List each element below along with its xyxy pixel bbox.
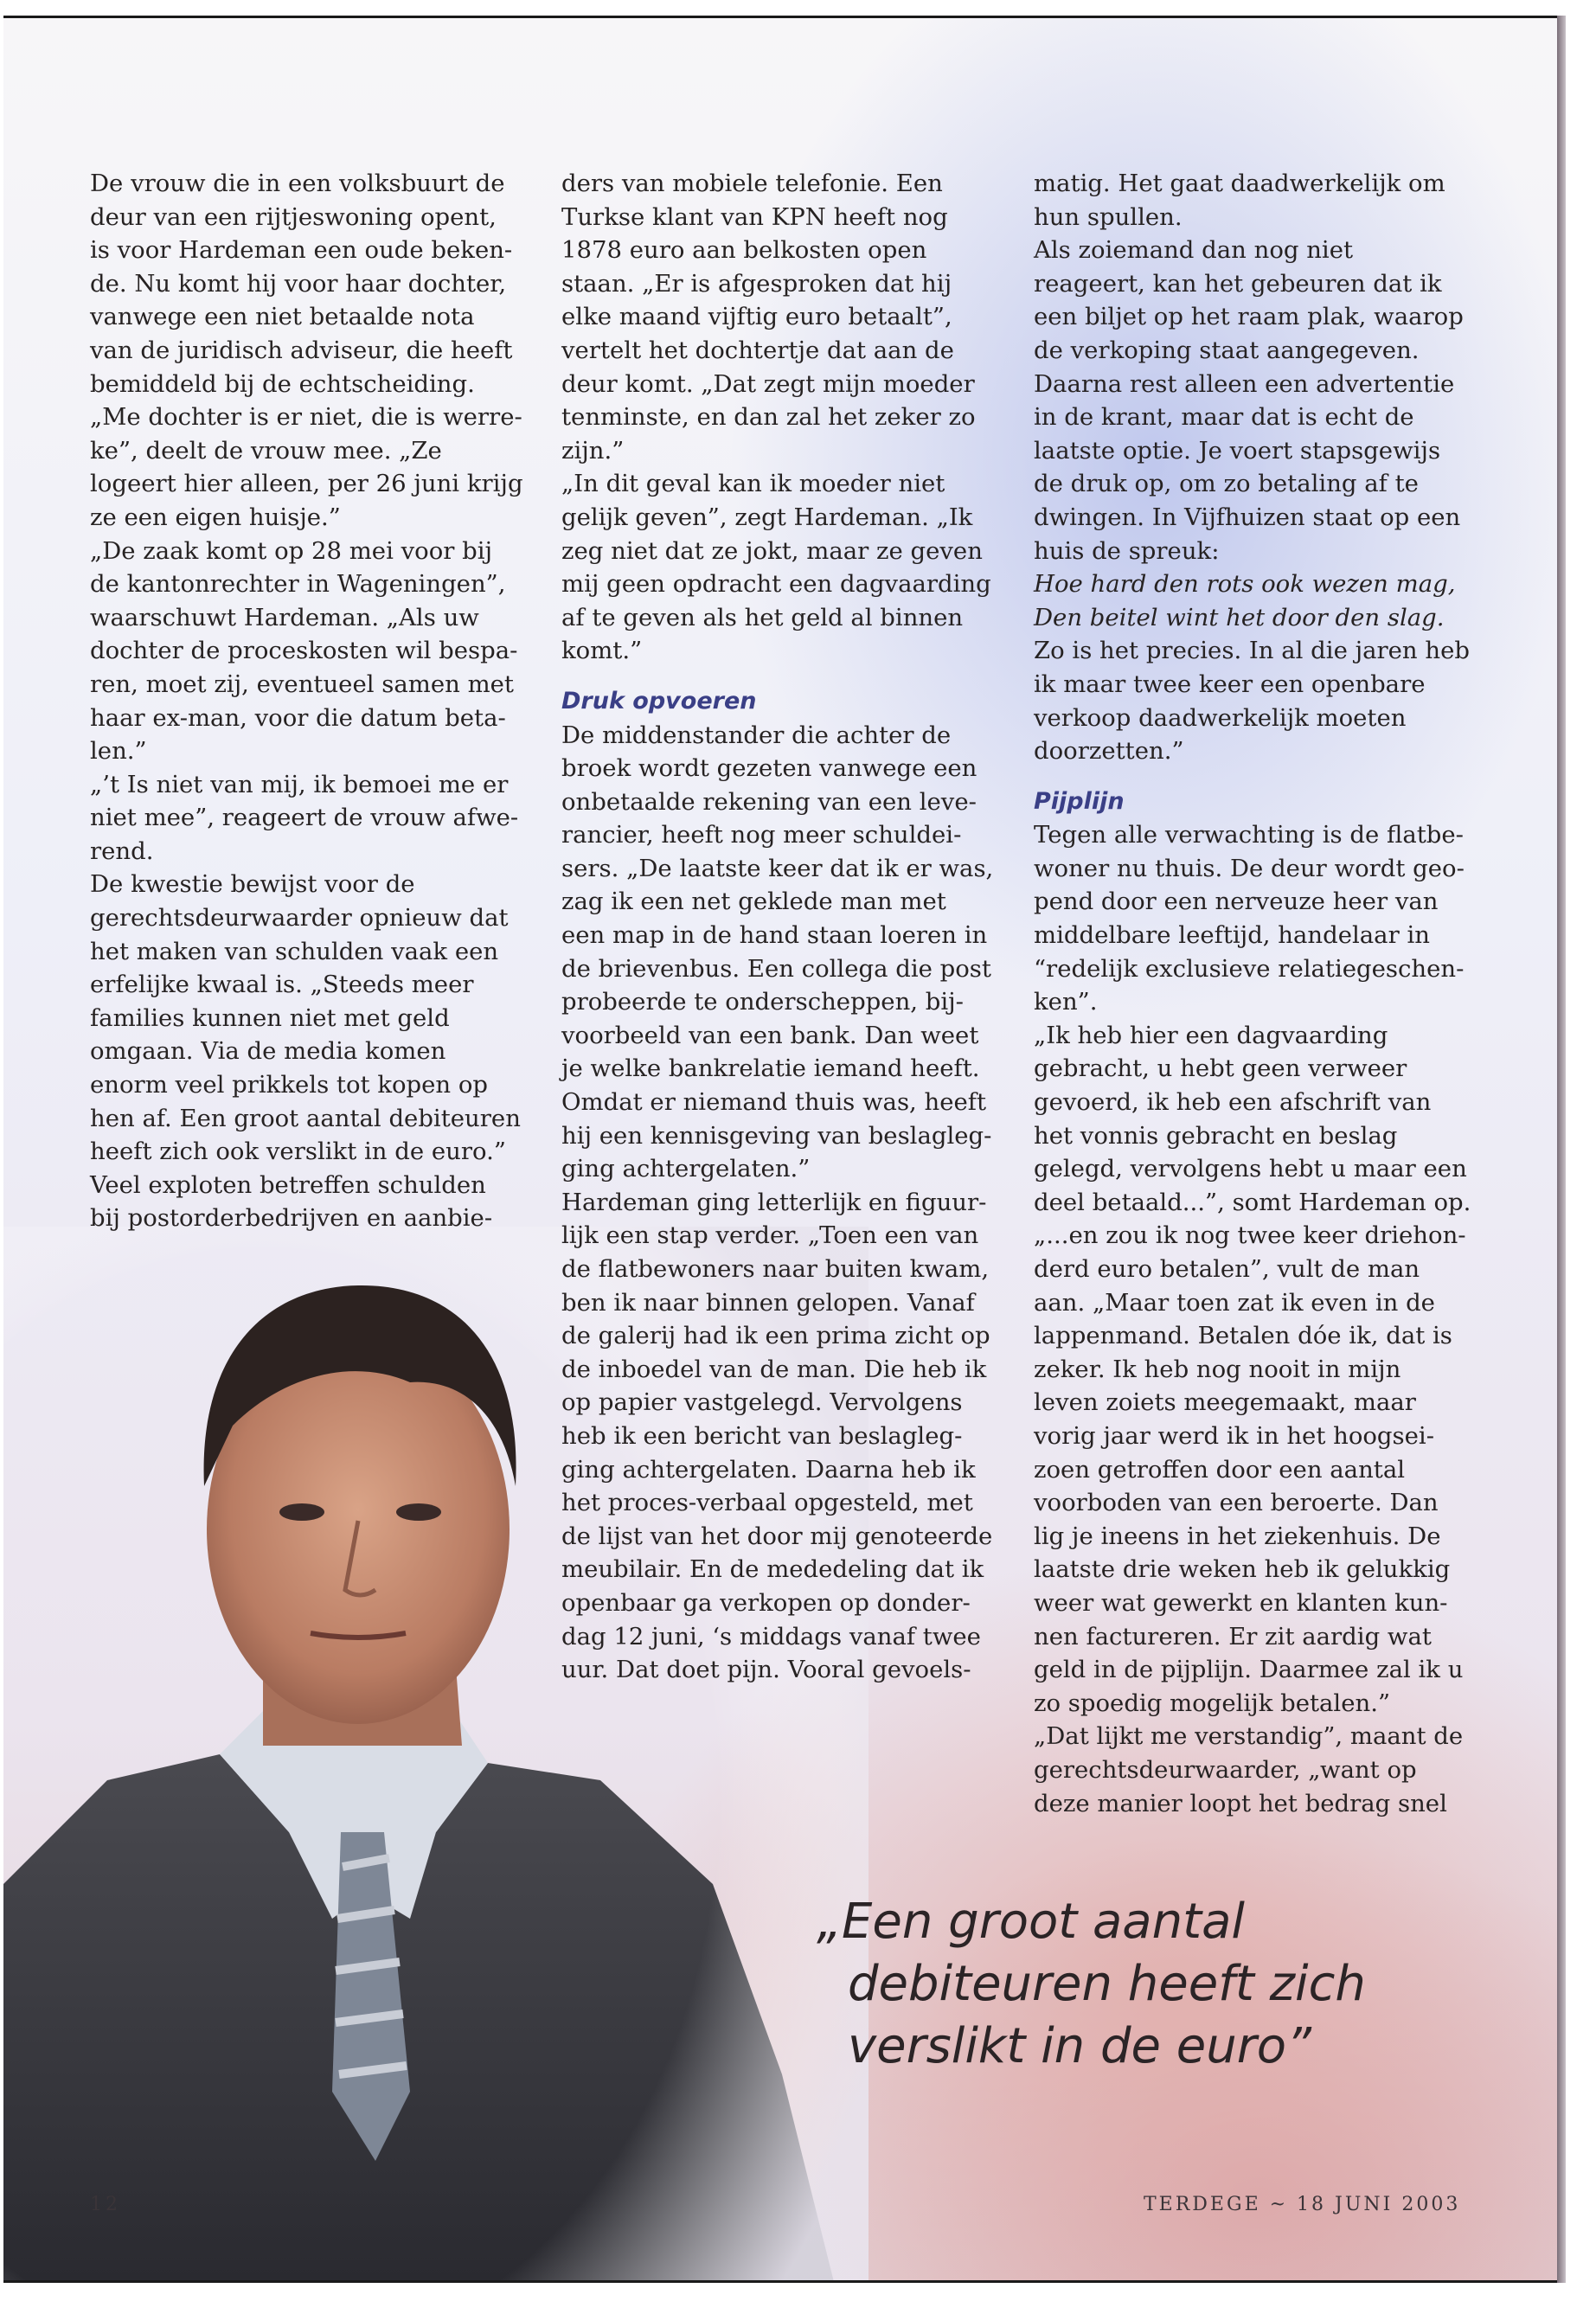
- pull-quote-line: debiteuren heeft zich: [848, 1956, 1366, 2012]
- paragraph: Hardeman ging letterlijk en figuur- lijk een stap verder. „Toen een van de flatbewoners naar buiten kwam, ben ik naar binnen gelopen. Vanaf de galerij had ik een prima zicht op de inboedel van de man. Die heb ik op papier vastgelegd. Vervolgens heb ik een bericht van beslagleg- ging achtergelaten. Daarna heb ik het proces-verbaal opgesteld, met de lijst van het door mij genoteerde meubilair. En de mededeling dat ik openbaar ga verkopen op donder- dag 12 juni, ‘s middags vanaf twee uur. Dat doet pijn. Vooral gevoels-: [561, 1188, 993, 1684]
- paragraph: „’t Is niet van mij, ik bemoei me er niet mee”, reageert de vrouw afwe- rend.: [90, 770, 519, 865]
- spreuk-quote: Hoe hard den rots ook wezen mag, Den beitel wint het door den slag.: [1034, 570, 1456, 631]
- paragraph: matig. Het gaat daadwerkelijk om hun spullen.: [1034, 170, 1445, 231]
- column-3: [1034, 167, 1471, 1820]
- paragraph: „...en zou ik nog twee keer driehon- derd euro betalen”, vult de man aan. „Maar toen zat ik even in de lappenmand. Betalen dóe ik, dat is zeker. Ik heb nog nooit in mijn leven zoiets meegemaakt, maar vorig jaar werd ik in het hoogsei- zoen getroffen door een aantal voorboden van een beroerte. Dan lig je ineens in het ziekenhuis. De laatste drie weken heb ik gelukkig weer wat gewerkt en klanten kun- nen factureren. Er zit aardig wat geld in de pijplijn. Daarmee zal ik u zo spoedig mogelijk betalen.”: [1034, 1221, 1466, 1717]
- paragraph: De kwestie bewijst voor de gerechtsdeurwaarder opnieuw dat het maken van schulden vaak een erfelijke kwaal is. „Steeds meer families kunnen niet met geld omgaan. Via de media komen enorm veel prikkels tot kopen op hen af. Een groot aantal debiteuren heeft zich ook verslikt in de euro.” Veel exploten betreffen schulden bij postorderbedrijven en aanbie-: [90, 870, 521, 1233]
- magazine-page: [3, 16, 1559, 2282]
- paragraph: De vrouw die in een volksbuurt de deur van een rijtjeswoning opent, is voor Hardeman een oude beken- de. Nu komt hij voor haar dochter, vanwege een niet betaalde nota van de juridisch adviseur, die heeft bemiddeld bij de echtscheiding.: [90, 170, 513, 398]
- paragraph: Als zoiemand dan nog niet reageert, kan het gebeuren dat ik een biljet op het raam plak, waarop de verkoping staat aangegeven. Daarna rest alleen een advertentie in de krant, maar dat is echt de laatste optie. Je voert stapsgewijs de druk op, om zo betaling af te dwingen. In Vijfhuizen staat op een huis de spreuk:: [1034, 236, 1464, 565]
- pull-quote-line: verslikt in de euro”: [848, 2018, 1311, 2074]
- paragraph: „De zaak komt op 28 mei voor bij de kantonrechter in Wageningen”, waarschuwt Hardeman. „Als uw dochter de proceskosten wil bespa- ren, moet zij, eventueel samen met haar ex-man, voor die datum beta- len.”: [90, 536, 518, 766]
- bottom-border: [3, 2280, 1559, 2283]
- page-edge-shadow: [1557, 16, 1566, 2283]
- paragraph: Tegen alle verwachting is de flatbe- woner nu thuis. De deur wordt geo- pend door een nerveuze heer van middelbare leeftijd, handelaar in “redelijk exclusieve relatiegeschen- ken”.: [1034, 821, 1465, 1016]
- paragraph: Zo is het precies. In al die jaren heb ik maar twee keer een openbare verkoop daadwerkelijk moeten doorzetten.”: [1034, 637, 1470, 766]
- column-2: [561, 167, 993, 1687]
- paragraph: „Ik heb hier een dagvaarding gebracht, u hebt geen verweer gevoerd, ik heb een afschrift van het vonnis gebracht en beslag gelegd, vervolgens hebt u maar een deel betaald...”, somt Hardeman op.: [1034, 1021, 1471, 1216]
- pull-quote: [817, 1891, 1543, 2078]
- paragraph: De middenstander die achter de broek wordt gezeten vanwege een onbetaalde rekening van een leve- rancier, heeft nog meer schuldei- sers. „De laatste keer dat ik er was, zag ik een net geklede man met een map in de hand staan loeren in de brievenbus. Een collega die post probeerde te onderscheppen, bij- voorbeeld van een bank. Dan weet je welke bankrelatie iemand heeft. Omdat er niemand thuis was, heeft hij een kennisgeving van beslagleg- ging achtergelaten.”: [561, 721, 994, 1183]
- paragraph: „Me dochter is er niet, die is werre- ke”, deelt de vrouw mee. „Ze logeert hier alleen, per 26 juni krijg ze een eigen huisje.”: [90, 403, 523, 531]
- paragraph: ders van mobiele telefonie. Een Turkse klant van KPN heeft nog 1878 euro aan belkosten open staan. „Er is afgesproken dat hij elke maand vijftig euro betaalt”, vertelt het dochtertje dat aan de deur komt. „Dat zegt mijn moeder tenminste, en dan zal het zeker zo zijn.”: [561, 170, 976, 465]
- top-border: [3, 16, 1559, 18]
- paragraph: „Dat lijkt me verstandig”, maant de gerechtsdeurwaarder, „want op deze manier loopt het bedrag snel: [1034, 1722, 1464, 1817]
- subheading-pijplijn: Pijplijn: [1034, 787, 1125, 815]
- paragraph: „In dit geval kan ik moeder niet gelijk geven”, zegt Hardeman. „Ik zeg niet dat ze jokt, maar ze geven mij geen opdracht een dagvaarding af te geven als het geld al binnen komt.”: [561, 470, 991, 665]
- subheading-druk-opvoeren: Druk opvoeren: [561, 687, 757, 715]
- column-1: [90, 167, 523, 1235]
- page-number: 12: [90, 2194, 121, 2215]
- pull-quote-line: „Een groot aantal: [817, 1894, 1245, 1950]
- footer-magazine-date: TERDEGE ~ 18 JUNI 2003: [1144, 2194, 1461, 2215]
